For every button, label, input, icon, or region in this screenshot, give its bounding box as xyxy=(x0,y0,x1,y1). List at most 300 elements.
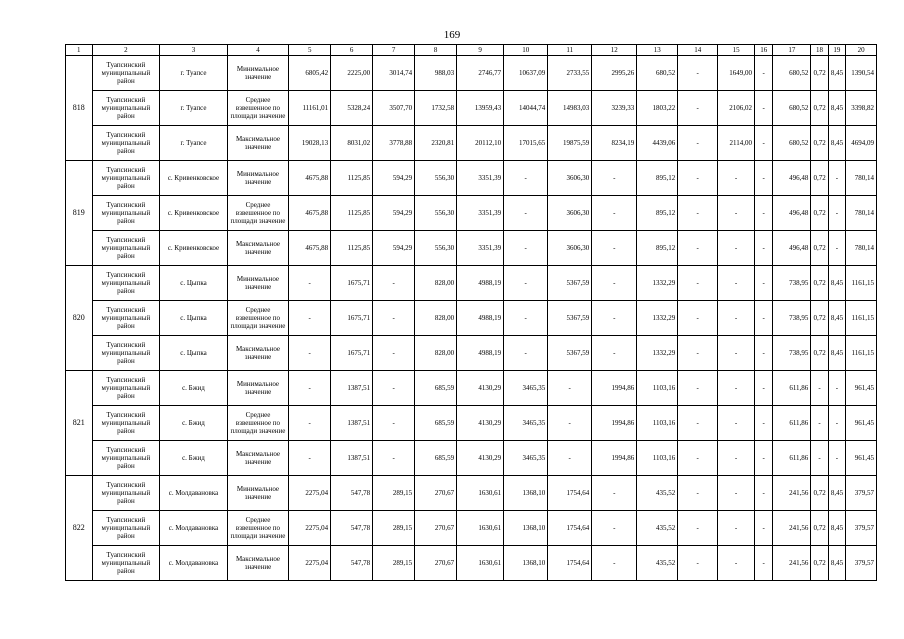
table-header-row xyxy=(66,45,877,56)
table-cell: 0,72 xyxy=(811,511,828,546)
table-cell: 685,59 xyxy=(415,371,457,406)
table-cell: 1754,64 xyxy=(548,476,592,511)
table-cell: - xyxy=(828,231,845,266)
table-cell: 594,29 xyxy=(373,196,415,231)
table-cell: 2106,02 xyxy=(718,91,755,126)
table-cell: 1103,16 xyxy=(637,406,678,441)
table-cell: 1390,54 xyxy=(846,56,877,91)
table-cell: - xyxy=(592,336,637,371)
table-cell: 780,14 xyxy=(846,196,877,231)
table-cell: 0,72 xyxy=(811,336,828,371)
table-cell: - xyxy=(592,546,637,581)
table-cell: 738,95 xyxy=(773,336,811,371)
table-cell: - xyxy=(828,406,845,441)
table-cell: с. Бжид xyxy=(160,441,228,476)
table-cell: - xyxy=(678,371,718,406)
table-row xyxy=(66,231,877,266)
table-cell: 961,45 xyxy=(846,406,877,441)
table-cell: 1125,85 xyxy=(331,161,373,196)
table-cell: - xyxy=(755,161,773,196)
table-cell: - xyxy=(592,301,637,336)
table-cell: - xyxy=(755,91,773,126)
table-cell: 2995,26 xyxy=(592,56,637,91)
table-cell: 1649,00 xyxy=(718,56,755,91)
table-row xyxy=(66,336,877,371)
table-cell: - xyxy=(755,546,773,581)
table-cell: - xyxy=(373,266,415,301)
table-cell: 0,72 xyxy=(811,476,828,511)
table-cell: 1630,61 xyxy=(457,511,504,546)
table-cell: Туапсинский муниципальный район xyxy=(92,56,160,91)
table-cell: Максимальное значение xyxy=(227,126,288,161)
table-cell: 547,78 xyxy=(331,511,373,546)
page-number: 169 xyxy=(443,29,461,41)
table-cell: 1803,22 xyxy=(637,91,678,126)
table-cell: - xyxy=(548,441,592,476)
table-cell: 8,45 xyxy=(828,126,845,161)
table-cell: с. Кривенковское xyxy=(160,161,228,196)
table-cell: - xyxy=(592,161,637,196)
table-row xyxy=(66,371,877,406)
table-cell: 3014,74 xyxy=(373,56,415,91)
table-cell: 5367,59 xyxy=(548,301,592,336)
column-header: 14 xyxy=(678,45,718,56)
table-cell: 828,00 xyxy=(415,266,457,301)
table-cell: - xyxy=(678,56,718,91)
table-cell: 1994,86 xyxy=(592,406,637,441)
table-cell: 289,15 xyxy=(373,511,415,546)
table-cell: 0,72 xyxy=(811,91,828,126)
table-cell: - xyxy=(718,231,755,266)
table-cell: - xyxy=(678,511,718,546)
table-cell: - xyxy=(289,336,331,371)
table-cell: - xyxy=(828,196,845,231)
table-cell: 2746,77 xyxy=(457,56,504,91)
column-header: 18 xyxy=(811,45,828,56)
table-cell: 594,29 xyxy=(373,161,415,196)
table-cell: - xyxy=(504,336,548,371)
table-cell: 6805,42 xyxy=(289,56,331,91)
table-cell: Туапсинский муниципальный район xyxy=(92,126,160,161)
table-cell: 8,45 xyxy=(828,266,845,301)
table-cell: 4675,88 xyxy=(289,231,331,266)
table-cell: Среднее взвешенное по площади значение xyxy=(227,301,288,336)
table-cell: Туапсинский муниципальный район xyxy=(92,301,160,336)
table-cell: - xyxy=(592,266,637,301)
table-cell: 241,56 xyxy=(773,511,811,546)
table-cell: - xyxy=(504,161,548,196)
table-cell: - xyxy=(828,441,845,476)
table-cell: 4130,29 xyxy=(457,371,504,406)
table-cell: 8,45 xyxy=(828,511,845,546)
table-cell: - xyxy=(718,476,755,511)
table-cell: 685,59 xyxy=(415,406,457,441)
column-header: 12 xyxy=(592,45,637,56)
table-cell: 1103,16 xyxy=(637,441,678,476)
table-cell: 0,72 xyxy=(811,196,828,231)
table-cell: 10637,09 xyxy=(504,56,548,91)
table-cell: 1994,86 xyxy=(592,371,637,406)
table-row xyxy=(66,511,877,546)
table-cell: 241,56 xyxy=(773,476,811,511)
table-cell: 738,95 xyxy=(773,266,811,301)
table-cell: - xyxy=(373,336,415,371)
table-cell: 556,30 xyxy=(415,161,457,196)
table-cell: с. Бжид xyxy=(160,371,228,406)
table-cell: 1332,29 xyxy=(637,301,678,336)
table-cell: 1332,29 xyxy=(637,266,678,301)
table-cell: 1332,29 xyxy=(637,336,678,371)
table-cell: - xyxy=(678,196,718,231)
table-cell: г. Туапсе xyxy=(160,126,228,161)
table-cell: - xyxy=(718,196,755,231)
table-cell: - xyxy=(718,301,755,336)
column-header: 11 xyxy=(548,45,592,56)
table-cell: 4988,19 xyxy=(457,266,504,301)
table-cell: - xyxy=(592,231,637,266)
column-header: 10 xyxy=(504,45,548,56)
table-cell: 0,72 xyxy=(811,126,828,161)
table-cell: Туапсинский муниципальный район xyxy=(92,546,160,581)
table-cell: с. Молдавановка xyxy=(160,476,228,511)
column-header: 3 xyxy=(160,45,228,56)
table-cell: 0,72 xyxy=(811,161,828,196)
table-cell: 0,72 xyxy=(811,266,828,301)
table-cell: - xyxy=(504,196,548,231)
table-cell: 680,52 xyxy=(773,91,811,126)
table-cell: с. Цыпка xyxy=(160,266,228,301)
table-cell: 895,12 xyxy=(637,231,678,266)
row-number-cell: 818 xyxy=(66,56,93,161)
table-cell: 3351,39 xyxy=(457,231,504,266)
table-cell: Среднее взвешенное по площади значение xyxy=(227,196,288,231)
table-cell: - xyxy=(755,336,773,371)
column-header: 15 xyxy=(718,45,755,56)
table-cell: с. Кривенковское xyxy=(160,231,228,266)
table-cell: 780,14 xyxy=(846,161,877,196)
table-cell: 1387,51 xyxy=(331,371,373,406)
table-row xyxy=(66,126,877,161)
table-cell: 4439,06 xyxy=(637,126,678,161)
table-cell: с. Цыпка xyxy=(160,301,228,336)
table-cell: Туапсинский муниципальный район xyxy=(92,441,160,476)
table-cell: Туапсинский муниципальный район xyxy=(92,511,160,546)
table-cell: - xyxy=(755,406,773,441)
table-cell: - xyxy=(755,441,773,476)
table-cell: - xyxy=(678,126,718,161)
table-cell: Туапсинский муниципальный район xyxy=(92,91,160,126)
table-cell: 1754,64 xyxy=(548,511,592,546)
row-number-cell: 819 xyxy=(66,161,93,266)
table-cell: Минимальное значение xyxy=(227,266,288,301)
table-cell: 594,29 xyxy=(373,231,415,266)
table-cell: 4675,88 xyxy=(289,196,331,231)
table-cell: 1161,15 xyxy=(846,336,877,371)
table-cell: 556,30 xyxy=(415,231,457,266)
table-row xyxy=(66,301,877,336)
table-row xyxy=(66,91,877,126)
table-cell: 379,57 xyxy=(846,546,877,581)
table-row xyxy=(66,406,877,441)
table-cell: 2275,04 xyxy=(289,546,331,581)
table-cell: 0,72 xyxy=(811,301,828,336)
table-cell: - xyxy=(678,301,718,336)
table-cell: Максимальное значение xyxy=(227,336,288,371)
table-cell: Минимальное значение xyxy=(227,371,288,406)
table-cell: - xyxy=(678,441,718,476)
table-cell: 1368,10 xyxy=(504,546,548,581)
table-cell: 1161,15 xyxy=(846,266,877,301)
table-cell: - xyxy=(755,301,773,336)
table-cell: - xyxy=(755,476,773,511)
table-cell: - xyxy=(718,266,755,301)
table-cell: - xyxy=(548,371,592,406)
table-cell: с. Цыпка xyxy=(160,336,228,371)
table-cell: - xyxy=(755,511,773,546)
column-header: 16 xyxy=(755,45,773,56)
table-cell: - xyxy=(592,196,637,231)
table-cell: 14044,74 xyxy=(504,91,548,126)
table-cell: 0,72 xyxy=(811,231,828,266)
table-cell: Туапсинский муниципальный район xyxy=(92,476,160,511)
table-cell: - xyxy=(678,406,718,441)
table-cell: 895,12 xyxy=(637,161,678,196)
table-cell: 289,15 xyxy=(373,546,415,581)
table-cell: 3606,30 xyxy=(548,196,592,231)
table-cell: 1675,71 xyxy=(331,266,373,301)
table-cell: Туапсинский муниципальный район xyxy=(92,231,160,266)
table-cell: - xyxy=(678,231,718,266)
table-cell: - xyxy=(504,301,548,336)
table-cell: 17015,65 xyxy=(504,126,548,161)
table-cell: 1125,85 xyxy=(331,196,373,231)
table-cell: 3606,30 xyxy=(548,231,592,266)
table-cell: - xyxy=(718,546,755,581)
table-cell: - xyxy=(504,231,548,266)
table-cell: 496,48 xyxy=(773,161,811,196)
table-cell: 1368,10 xyxy=(504,476,548,511)
table-cell: 2320,81 xyxy=(415,126,457,161)
table-cell: 1630,61 xyxy=(457,476,504,511)
table-cell: 1368,10 xyxy=(504,511,548,546)
table-cell: 8,45 xyxy=(828,546,845,581)
table-cell: 1675,71 xyxy=(331,301,373,336)
table-cell: 3351,39 xyxy=(457,196,504,231)
table-cell: - xyxy=(718,336,755,371)
table-cell: 2275,04 xyxy=(289,511,331,546)
table-cell: с. Кривенковское xyxy=(160,196,228,231)
table-cell: 1387,51 xyxy=(331,441,373,476)
table-cell: 270,67 xyxy=(415,476,457,511)
table-cell: - xyxy=(755,266,773,301)
table-cell: 961,45 xyxy=(846,441,877,476)
table-cell: 1754,64 xyxy=(548,546,592,581)
table-cell: 961,45 xyxy=(846,371,877,406)
table-cell: 8234,19 xyxy=(592,126,637,161)
column-header: 9 xyxy=(457,45,504,56)
table-cell: 379,57 xyxy=(846,511,877,546)
table-cell: Максимальное значение xyxy=(227,546,288,581)
table-cell: - xyxy=(289,441,331,476)
table-cell: 1161,15 xyxy=(846,301,877,336)
table-row xyxy=(66,266,877,301)
table-cell: 2275,04 xyxy=(289,476,331,511)
table-cell: 988,03 xyxy=(415,56,457,91)
table-cell: 1387,51 xyxy=(331,406,373,441)
table-cell: 5328,24 xyxy=(331,91,373,126)
table-cell: 496,48 xyxy=(773,196,811,231)
table-cell: 435,52 xyxy=(637,476,678,511)
table-cell: Туапсинский муниципальный район xyxy=(92,406,160,441)
table-cell: - xyxy=(373,371,415,406)
column-header: 19 xyxy=(828,45,845,56)
table-cell: Среднее взвешенное по площади значение xyxy=(227,91,288,126)
table-cell: - xyxy=(755,126,773,161)
table-cell: 5367,59 xyxy=(548,266,592,301)
table-cell: 3507,70 xyxy=(373,91,415,126)
table-cell: 1994,86 xyxy=(592,441,637,476)
table-cell: - xyxy=(289,301,331,336)
table-cell: Туапсинский муниципальный район xyxy=(92,371,160,406)
table-cell: 4988,19 xyxy=(457,336,504,371)
table-cell: с. Молдавановка xyxy=(160,546,228,581)
table-cell: 270,67 xyxy=(415,546,457,581)
table-cell: г. Туапсе xyxy=(160,56,228,91)
table-cell: 1125,85 xyxy=(331,231,373,266)
column-header: 17 xyxy=(773,45,811,56)
column-header: 20 xyxy=(846,45,877,56)
table-cell: Туапсинский муниципальный район xyxy=(92,161,160,196)
table-cell: 8,45 xyxy=(828,301,845,336)
table-cell: г. Туапсе xyxy=(160,91,228,126)
table-cell: - xyxy=(548,406,592,441)
table-cell: с. Молдавановка xyxy=(160,511,228,546)
table-cell: - xyxy=(718,371,755,406)
table-cell: 435,52 xyxy=(637,511,678,546)
table-cell: 19875,59 xyxy=(548,126,592,161)
table-cell: 3465,35 xyxy=(504,441,548,476)
table-cell: Минимальное значение xyxy=(227,56,288,91)
column-header: 6 xyxy=(331,45,373,56)
table-cell: - xyxy=(755,196,773,231)
table-row xyxy=(66,161,877,196)
table-cell: Максимальное значение xyxy=(227,441,288,476)
table-row xyxy=(66,546,877,581)
table-body xyxy=(66,56,877,581)
table-cell: 11161,01 xyxy=(289,91,331,126)
table-cell: - xyxy=(718,406,755,441)
table-cell: 4675,88 xyxy=(289,161,331,196)
row-number-cell: 821 xyxy=(66,371,93,476)
table-cell: 1103,16 xyxy=(637,371,678,406)
table-cell: - xyxy=(678,546,718,581)
table-cell: 14983,03 xyxy=(548,91,592,126)
data-table xyxy=(65,44,877,581)
table-cell: 895,12 xyxy=(637,196,678,231)
table-row xyxy=(66,476,877,511)
table-cell: - xyxy=(811,371,828,406)
table-cell: Максимальное значение xyxy=(227,231,288,266)
table-cell: - xyxy=(373,301,415,336)
table-cell: 3465,35 xyxy=(504,406,548,441)
column-header: 13 xyxy=(637,45,678,56)
table-cell: - xyxy=(755,56,773,91)
table-cell: - xyxy=(678,266,718,301)
table-cell: 289,15 xyxy=(373,476,415,511)
table-cell: - xyxy=(678,161,718,196)
table-cell: 828,00 xyxy=(415,301,457,336)
table-cell: 8,45 xyxy=(828,476,845,511)
table-cell: Среднее взвешенное по площади значение xyxy=(227,406,288,441)
table-cell: 270,67 xyxy=(415,511,457,546)
table-cell: 1732,58 xyxy=(415,91,457,126)
table-cell: 4988,19 xyxy=(457,301,504,336)
table-cell: 0,72 xyxy=(811,546,828,581)
column-header: 5 xyxy=(289,45,331,56)
table-cell: 556,30 xyxy=(415,196,457,231)
table-cell: 8,45 xyxy=(828,56,845,91)
table-cell: 8031,02 xyxy=(331,126,373,161)
table-cell: 3398,82 xyxy=(846,91,877,126)
table-cell: 1675,71 xyxy=(331,336,373,371)
table-cell: Минимальное значение xyxy=(227,161,288,196)
table-row xyxy=(66,56,877,91)
row-number-cell: 820 xyxy=(66,266,93,371)
table-cell: 680,52 xyxy=(773,126,811,161)
table-cell: Туапсинский муниципальный район xyxy=(92,266,160,301)
table-cell: 3239,33 xyxy=(592,91,637,126)
table-cell: - xyxy=(592,511,637,546)
table-cell: 547,78 xyxy=(331,476,373,511)
table-cell: Среднее взвешенное по площади значение xyxy=(227,511,288,546)
table-cell: Туапсинский муниципальный район xyxy=(92,336,160,371)
table-cell: 680,52 xyxy=(773,56,811,91)
table-cell: 2114,00 xyxy=(718,126,755,161)
table-cell: 685,59 xyxy=(415,441,457,476)
table-cell: 2733,55 xyxy=(548,56,592,91)
table-cell: 4130,29 xyxy=(457,406,504,441)
table-cell: - xyxy=(678,91,718,126)
table-cell: 3778,88 xyxy=(373,126,415,161)
table-cell: 20112,10 xyxy=(457,126,504,161)
table-cell: 379,57 xyxy=(846,476,877,511)
table-cell: - xyxy=(289,371,331,406)
table-cell: 241,56 xyxy=(773,546,811,581)
table-row xyxy=(66,196,877,231)
table-cell: 1630,61 xyxy=(457,546,504,581)
table-cell: - xyxy=(755,371,773,406)
table-cell: - xyxy=(718,511,755,546)
row-number-cell: 822 xyxy=(66,476,93,581)
table-cell: 780,14 xyxy=(846,231,877,266)
table-cell: 435,52 xyxy=(637,546,678,581)
table-cell: 13959,43 xyxy=(457,91,504,126)
table-cell: - xyxy=(828,161,845,196)
table-cell: 19028,13 xyxy=(289,126,331,161)
table-cell: 3465,35 xyxy=(504,371,548,406)
table-cell: 2225,00 xyxy=(331,56,373,91)
table-cell: - xyxy=(289,406,331,441)
table-cell: - xyxy=(718,441,755,476)
table-cell: - xyxy=(678,476,718,511)
table-cell: 8,45 xyxy=(828,91,845,126)
table-cell: 3351,39 xyxy=(457,161,504,196)
table-cell: - xyxy=(811,406,828,441)
table-cell: 547,78 xyxy=(331,546,373,581)
table-cell: 611,86 xyxy=(773,371,811,406)
table-cell: - xyxy=(828,371,845,406)
table-cell: 0,72 xyxy=(811,56,828,91)
